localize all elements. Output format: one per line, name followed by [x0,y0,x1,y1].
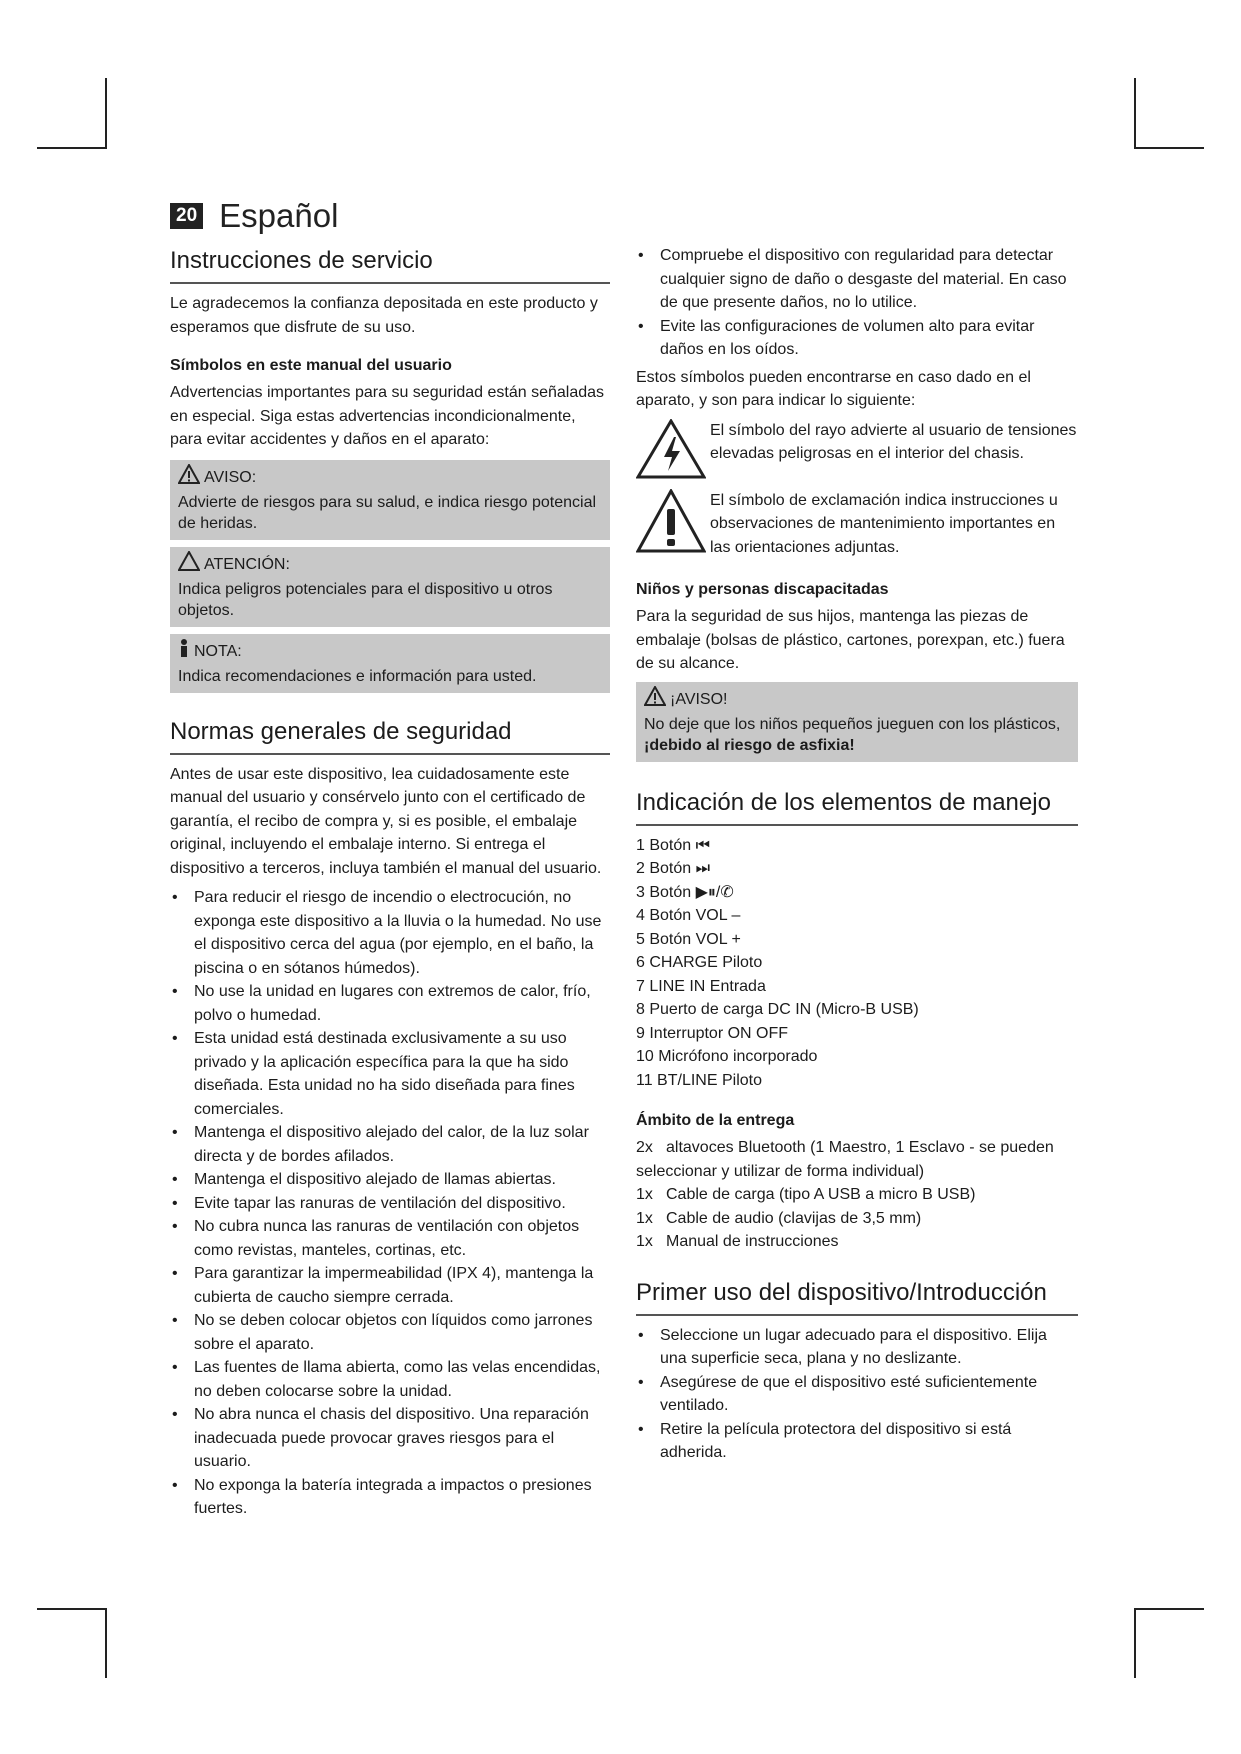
language-title: Español [219,197,339,234]
section-title-safety: Normas generales de seguridad [170,717,610,755]
atencion-title: ATENCIÓN: [204,555,290,573]
section-title-instructions: Instrucciones de servicio [170,246,610,284]
list-item: • Asegúrese de que el dispositivo esté suficientemente ventilado. [636,1371,1078,1418]
list-item: 2 Botón ⏭ [636,860,711,877]
lightning-warning-icon [636,419,710,479]
caution-triangle-icon [178,551,200,579]
scope-list [636,1136,1078,1254]
list-item: • Para garantizar la impermeabilidad (IPX 4), mantenga la cubierta de caucho siempre cerrada. [170,1262,610,1309]
first-use-list [636,1324,1078,1465]
list-item: 5 Botón VOL + [636,930,741,948]
list-item: 1x Cable de audio (clavijas de 3,5 mm) [636,1209,922,1227]
kids-text: Para la seguridad de sus hijos, mantenga las piezas de embalaje (bolsas de plástico, cartones, porexpan, etc.) fuera de su alcance. [636,608,1065,672]
safety-list [170,886,610,1521]
crop-mark [105,1608,107,1678]
list-item: • Retire la película protectora del dispositivo si está adherida. [636,1418,1078,1465]
lightning-symbol-row [636,419,1078,479]
list-item: 7 LINE IN Entrada [636,977,766,995]
list-item: 3 Botón ▶⏸/✆ [636,883,734,901]
list-item: 10 Micrófono incorporado [636,1048,818,1065]
exclamation-symbol-row [636,489,1078,560]
kids-warning-bold: ¡debido al riesgo de asfixia! [644,736,855,754]
list-item: • No cubra nunca las ranuras de ventilación con objetos como revistas, manteles, cortinas, etc. [170,1215,610,1262]
scope-heading: Ámbito de la entrega [636,1112,795,1129]
nota-text: Indica recomendaciones e información para usted. [178,667,537,685]
device-symbols-intro: Estos símbolos pueden encontrarse en caso dado en el aparato, y son para indicar lo siguiente: [636,368,1031,409]
page-number: 20 [170,203,203,229]
list-item: • No use la unidad en lugares con extremos de calor, frío, polvo o humedad. [170,980,610,1027]
list-item: • Seleccione un lugar adecuado para el dispositivo. Elija una superficie seca, plana y no deslizante. [636,1324,1078,1371]
aviso-title: AVISO: [204,468,257,486]
list-item: 4 Botón VOL – [636,907,741,924]
exclamation-text: El símbolo de exclamación indica instrucciones u observaciones de mantenimiento importantes en las orientaciones adjuntas. [710,491,1058,556]
list-item: • Evite tapar las ranuras de ventilación del dispositivo. [170,1192,610,1216]
atencion-text: Indica peligros potenciales para el dispositivo u otros objetos. [178,580,553,619]
list-item: 6 CHARGE Piloto [636,954,763,971]
aviso-box [170,460,610,540]
safety-list-continued [636,244,1078,362]
list-item: 11 BT/LINE Piloto [636,1071,762,1089]
list-item: 2x altavoces Bluetooth (1 Maestro, 1 Esclavo - se pueden seleccionar y utilizar de forma individual) [636,1139,1054,1180]
nota-box [170,634,610,693]
crop-mark [1134,147,1204,149]
nota-title: NOTA: [194,642,242,660]
list-item: • Esta unidad está destinada exclusivamente a su uso privado y la aplicación específica para la que ha sido diseñada. Esta unidad no ha sido diseñada para fines comerciales. [170,1027,610,1121]
list-item: 1 Botón ⏮ [636,836,711,854]
list-item: • No se deben colocar objetos con líquidos como jarrones sobre el aparato. [170,1309,610,1356]
kids-warning-box [636,682,1078,762]
warning-triangle-icon [178,464,200,492]
crop-mark [1134,1608,1136,1678]
list-item: • No exponga la batería integrada a impactos o presiones fuertes. [170,1474,610,1521]
exclamation-warning-icon [636,489,710,549]
list-item: • Evite las configuraciones de volumen alto para evitar daños en los oídos. [636,315,1078,362]
atencion-box [170,547,610,627]
list-item: • Compruebe el dispositivo con regularidad para detectar cualquier signo de daño o desgaste del material. En caso de que presente daños, no lo utilice. [636,244,1078,315]
list-item: 9 Interruptor ON OFF [636,1024,789,1042]
list-item: 1x Manual de instrucciones [636,1233,839,1250]
list-item: • No abra nunca el chasis del dispositivo. Una reparación inadecuada puede provocar graves riesgos para el usuario. [170,1403,610,1474]
kids-warning-text: No deje que los niños pequeños jueguen con los plásticos, [644,715,1061,733]
aviso-text: Advierte de riesgos para su salud, e indica riesgo potencial de heridas. [178,493,597,532]
info-icon [178,638,190,666]
list-item: • Mantenga el dispositivo alejado de llamas abiertas. [170,1168,610,1192]
symbols-text: Advertencias importantes para su seguridad están señaladas en especial. Siga estas advertencias incondicionalmente, para evitar accidentes y daños en el aparato: [170,384,605,448]
list-item: 1x Cable de carga (tipo A USB a micro B USB) [636,1186,976,1203]
section-title-controls: Indicación de los elementos de manejo [636,788,1078,826]
kids-heading: Niños y personas discapacitadas [636,581,889,598]
warning-triangle-icon [644,686,666,714]
list-item: 8 Puerto de carga DC IN (Micro-B USB) [636,1001,919,1018]
list-item: • Las fuentes de llama abierta, como las velas encendidas, no deben colocarse sobre la unidad. [170,1356,610,1403]
crop-mark [1134,1608,1204,1610]
controls-list [636,834,1078,1093]
safety-intro: Antes de usar este dispositivo, lea cuidadosamente este manual del usuario y consérvelo junto con el certificado de garantía, el recibo de compra y, si es posible, el embalaje original, incluyendo el embalaje interno. Si entrega el dispositivo a terceros, incluya también el manual del usuario. [170,765,602,877]
intro-text: Le agradecemos la confianza depositada en este producto y esperamos que disfrute de su uso. [170,295,598,336]
list-item: • Para reducir el riesgo de incendio o electrocución, no exponga este dispositivo a la lluvia o la humedad. No use el dispositivo cerca del agua (por ejemplo, en el baño, la piscina o en sótanos húmedos). [170,886,610,980]
kids-warning-title: ¡AVISO! [670,690,728,708]
crop-mark [37,147,107,149]
crop-mark [1134,78,1136,148]
section-title-first-use: Primer uso del dispositivo/Introducción [636,1278,1078,1316]
left-column [170,196,610,1521]
page-header [170,196,610,236]
symbols-heading: Símbolos en este manual del usuario [170,357,452,374]
crop-mark [37,1608,107,1610]
list-item: • Mantenga el dispositivo alejado del calor, de la luz solar directa y de bordes afilados. [170,1121,610,1168]
crop-mark [105,78,107,148]
right-column [636,244,1078,1465]
lightning-text: El símbolo del rayo advierte al usuario de tensiones elevadas peligrosas en el interior del chasis. [710,421,1077,462]
